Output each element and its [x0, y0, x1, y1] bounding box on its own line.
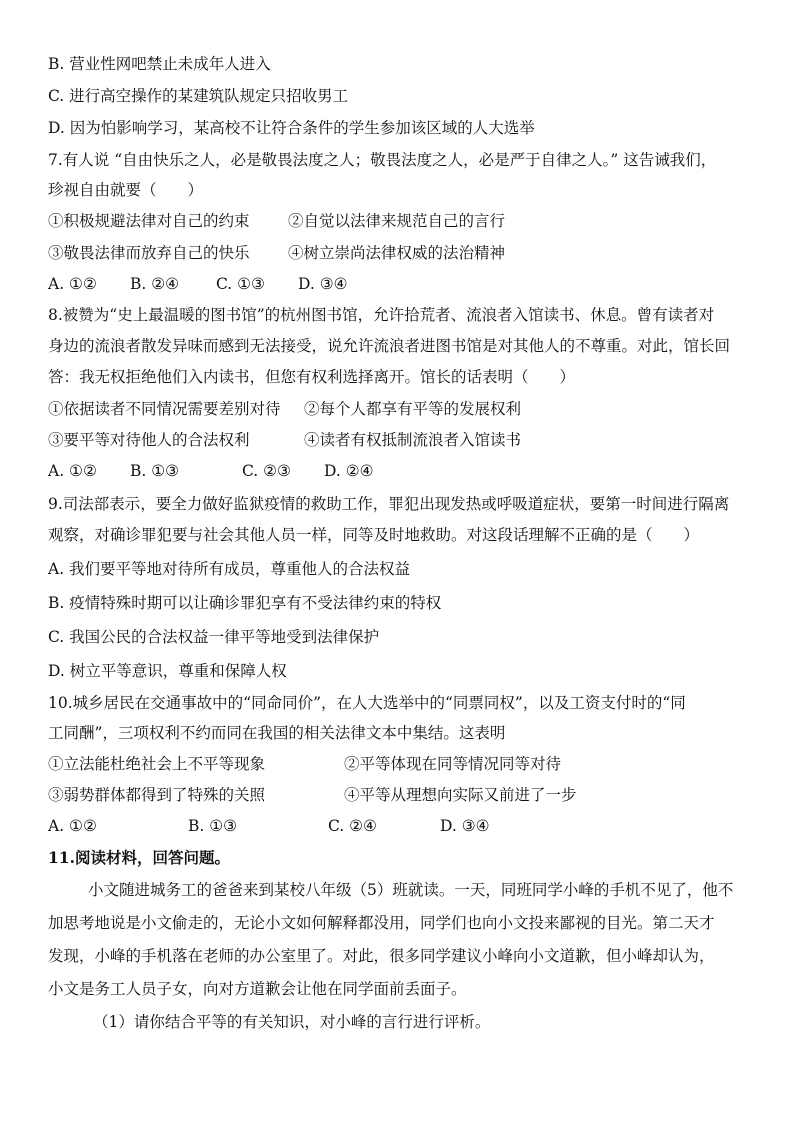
q10-choice-b: B. ①③	[188, 817, 238, 835]
q8-stem-line2: 身边的流浪者散发异味而感到无法接受，说允许流浪者进图书馆是对其他人的不尊重。对此，馆长回	[48, 337, 731, 355]
q7-statements-row2	[48, 243, 768, 263]
q8-statements-row1	[48, 399, 768, 419]
q9-option-b: B. 疫情特殊时期可以让确诊罪犯享有不受法律约束的特权	[48, 594, 442, 612]
q8-choice-d: D. ②④	[324, 462, 374, 480]
q8-statement-1: ①依据读者不同情况需要差别对待	[48, 400, 281, 418]
q8-choice-a: A. ①②	[48, 462, 97, 480]
q7-statements-row1	[48, 211, 768, 231]
q8-statement-4: ④读者有权抵制流浪者入馆读书	[304, 431, 522, 449]
q10-choice-c: C. ②④	[328, 817, 377, 835]
q7-choice-a: A. ①②	[48, 275, 97, 293]
q10-statement-3: ③弱势群体都得到了特殊的关照	[48, 786, 266, 804]
q10-statement-2: ②平等体现在同等情况同等对待	[344, 755, 562, 773]
q7-choice-b: B. ②④	[130, 275, 180, 293]
q7-statement-4: ④树立崇尚法律权威的法治精神	[288, 244, 506, 262]
q7-choices	[48, 274, 768, 294]
q8-stem-line1: 8.被赞为“史上最温暖的图书馆”的杭州图书馆，允许拾荒者、流浪者入馆读书、休息。曾有读者对	[48, 306, 715, 324]
q6-option-c: C. 进行高空操作的某建筑队规定只招收男工	[48, 87, 349, 105]
q10-statement-4: ④平等从理想向实际又前进了一步	[344, 786, 577, 804]
q10-stem-line2: 工同酬”，三项权利不约而同在我国的相关法律文本中集结。这表明	[48, 724, 506, 742]
q8-choice-c: C. ②③	[242, 462, 291, 480]
q7-statement-2: ②自觉以法律来规范自己的言行	[288, 212, 506, 230]
q7-stem-line2: 珍视自由就要（ ）	[48, 181, 204, 199]
q8-choices	[48, 461, 768, 481]
q6-option-b: B. 营业性网吧禁止未成年人进入	[48, 55, 271, 73]
q7-choice-d: D. ③④	[298, 275, 348, 293]
q9-stem-line2: 观察，对确诊罪犯要与社会其他人员一样，同等及时地救助。对这段话理解不正确的是（ ）	[48, 526, 700, 544]
q9-stem-line1: 9.司法部表示，要全力做好监狱疫情的救助工作，罪犯出现发热或呼吸道症状，要第一时间进行隔离	[48, 495, 730, 513]
q10-choice-a: A. ①②	[48, 817, 97, 835]
q11-paragraph-line2: 加思考地说是小文偷走的，无论小文如何解释都没用，同学们也向小文投来鄙视的目光。第二天才	[48, 914, 715, 932]
q9-option-a: A. 我们要平等地对待所有成员，尊重他人的合法权益	[48, 560, 411, 578]
q7-stem-line1: 7.有人说 “自由快乐之人，必是敬畏法度之人；敬畏法度之人，必是严于自律之人。” 这告诫我们，	[48, 151, 717, 169]
q10-choice-d: D. ③④	[440, 817, 490, 835]
q10-stem-line1: 10.城乡居民在交通事故中的“同命同价”，在人大选举中的“同票同权”，以及工资支付时的“同	[48, 694, 686, 712]
q11-paragraph-line4: 小文是务工人员子女，向对方道歉会让他在同学面前丢面子。	[48, 980, 467, 998]
q8-statements-row2	[48, 430, 768, 450]
q8-statement-2: ②每个人都享有平等的发展权利	[304, 400, 522, 418]
q7-choice-c: C. ①③	[216, 275, 265, 293]
q11-paragraph-line3: 发现，小峰的手机落在老师的办公室里了。对此，很多同学建议小峰向小文道歉，但小峰却认为，	[48, 947, 715, 965]
q6-option-d: D. 因为怕影响学习，某高校不让符合条件的学生参加该区域的人大选举	[48, 119, 535, 137]
q11-paragraph-line1: 小文随进城务工的爸爸来到某校八年级（5）班就读。一天，同班同学小峰的手机不见了，他不	[88, 881, 734, 899]
q8-statement-3: ③要平等对待他人的合法权利	[48, 431, 250, 449]
q11-title: 11.阅读材料，回答问题。	[48, 848, 230, 867]
q7-statement-3: ③敬畏法律而放弃自己的快乐	[48, 244, 250, 262]
q8-stem-line3: 答：我无权拒绝他们入内读书，但您有权利选择离开。馆长的话表明（ ）	[48, 368, 576, 386]
q7-statement-1: ①积极规避法律对自己的约束	[48, 212, 250, 230]
q11-subquestion-1: （1）请你结合平等的有关知识，对小峰的言行进行评析。	[93, 1013, 491, 1031]
q8-choice-b: B. ①③	[130, 462, 180, 480]
q10-choices	[48, 816, 768, 836]
q10-statement-1: ①立法能杜绝社会上不平等现象	[48, 755, 266, 773]
q10-statements-row1	[48, 754, 768, 774]
q10-statements-row2	[48, 785, 768, 805]
q9-option-d: D. 树立平等意识，尊重和保障人权	[48, 662, 287, 680]
q9-option-c: C. 我国公民的合法权益一律平等地受到法律保护	[48, 628, 380, 646]
